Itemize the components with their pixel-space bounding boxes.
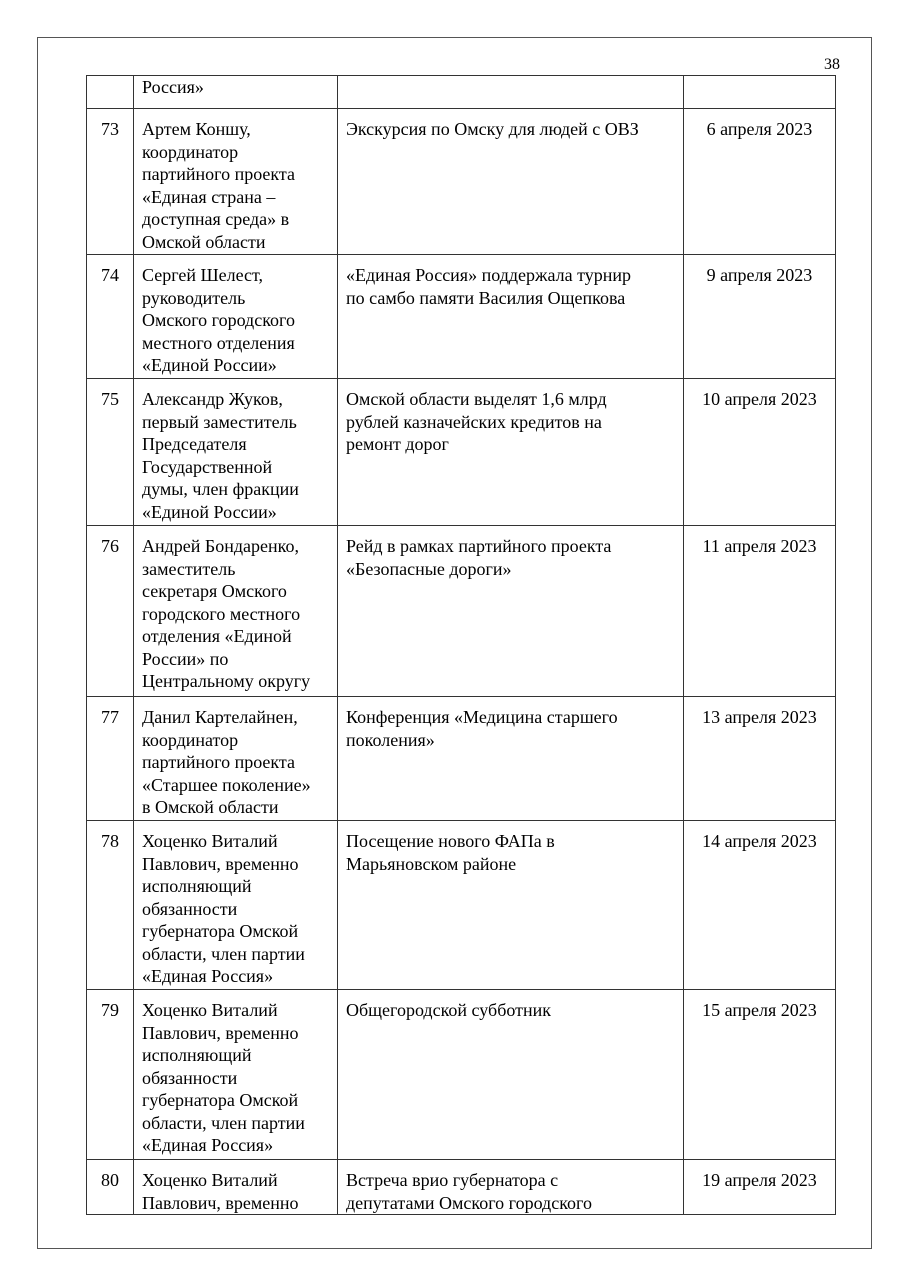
- event-cell: Конференция «Медицина старшего поколения»: [338, 697, 684, 821]
- event-cell: Экскурсия по Омску для людей с ОВЗ: [338, 109, 684, 255]
- person-cell: Александр Жуков, первый заместитель Председателя Государственной думы, член фракции «Единой России»: [134, 379, 338, 526]
- date-cell: 15 апреля 2023: [684, 990, 836, 1160]
- row-number: [87, 76, 134, 109]
- date-cell: 10 апреля 2023: [684, 379, 836, 526]
- date-cell: 14 апреля 2023: [684, 821, 836, 990]
- table-row: [87, 990, 836, 1160]
- table-row: [87, 76, 836, 109]
- person-cell: Хоценко Виталий Павлович, временно исполняющий обязанности губернатора Омской области, член партии «Единая Россия»: [134, 990, 338, 1160]
- date-cell: 9 апреля 2023: [684, 255, 836, 379]
- row-number: 73: [87, 109, 134, 255]
- event-cell: Рейд в рамках партийного проекта «Безопасные дороги»: [338, 526, 684, 697]
- table-row: [87, 697, 836, 821]
- row-number: 74: [87, 255, 134, 379]
- person-cell: Данил Картелайнен, координатор партийного проекта «Старшее поколение» в Омской области: [134, 697, 338, 821]
- date-cell: [684, 76, 836, 109]
- date-cell: 6 апреля 2023: [684, 109, 836, 255]
- event-cell: Встреча врио губернатора с депутатами Омского городского: [338, 1160, 684, 1215]
- person-cell: Хоценко Виталий Павлович, временно: [134, 1160, 338, 1215]
- table-row: [87, 379, 836, 526]
- person-cell: Сергей Шелест, руководитель Омского городского местного отделения «Единой России»: [134, 255, 338, 379]
- row-number: 80: [87, 1160, 134, 1215]
- table-row: [87, 109, 836, 255]
- person-cell: Артем Коншу, координатор партийного проекта «Единая страна – доступная среда» в Омской области: [134, 109, 338, 255]
- table-row: [87, 526, 836, 697]
- event-cell: «Единая Россия» поддержала турнир по самбо памяти Василия Ощепкова: [338, 255, 684, 379]
- table-row: [87, 255, 836, 379]
- events-table: [86, 75, 836, 1215]
- row-number: 76: [87, 526, 134, 697]
- event-cell: Посещение нового ФАПа в Марьяновском районе: [338, 821, 684, 990]
- person-cell: Россия»: [134, 76, 338, 109]
- date-cell: 11 апреля 2023: [684, 526, 836, 697]
- table-row: [87, 821, 836, 990]
- event-cell: Омской области выделят 1,6 млрд рублей казначейских кредитов на ремонт дорог: [338, 379, 684, 526]
- date-cell: 19 апреля 2023: [684, 1160, 836, 1215]
- row-number: 77: [87, 697, 134, 821]
- date-cell: 13 апреля 2023: [684, 697, 836, 821]
- table-row: [87, 1160, 836, 1215]
- page-number: 38: [824, 56, 840, 73]
- row-number: 79: [87, 990, 134, 1160]
- person-cell: Хоценко Виталий Павлович, временно исполняющий обязанности губернатора Омской области, член партии «Единая Россия»: [134, 821, 338, 990]
- row-number: 78: [87, 821, 134, 990]
- row-number: 75: [87, 379, 134, 526]
- event-cell: Общегородской субботник: [338, 990, 684, 1160]
- event-cell: [338, 76, 684, 109]
- person-cell: Андрей Бондаренко, заместитель секретаря Омского городского местного отделения «Единой России» по Центральному округу: [134, 526, 338, 697]
